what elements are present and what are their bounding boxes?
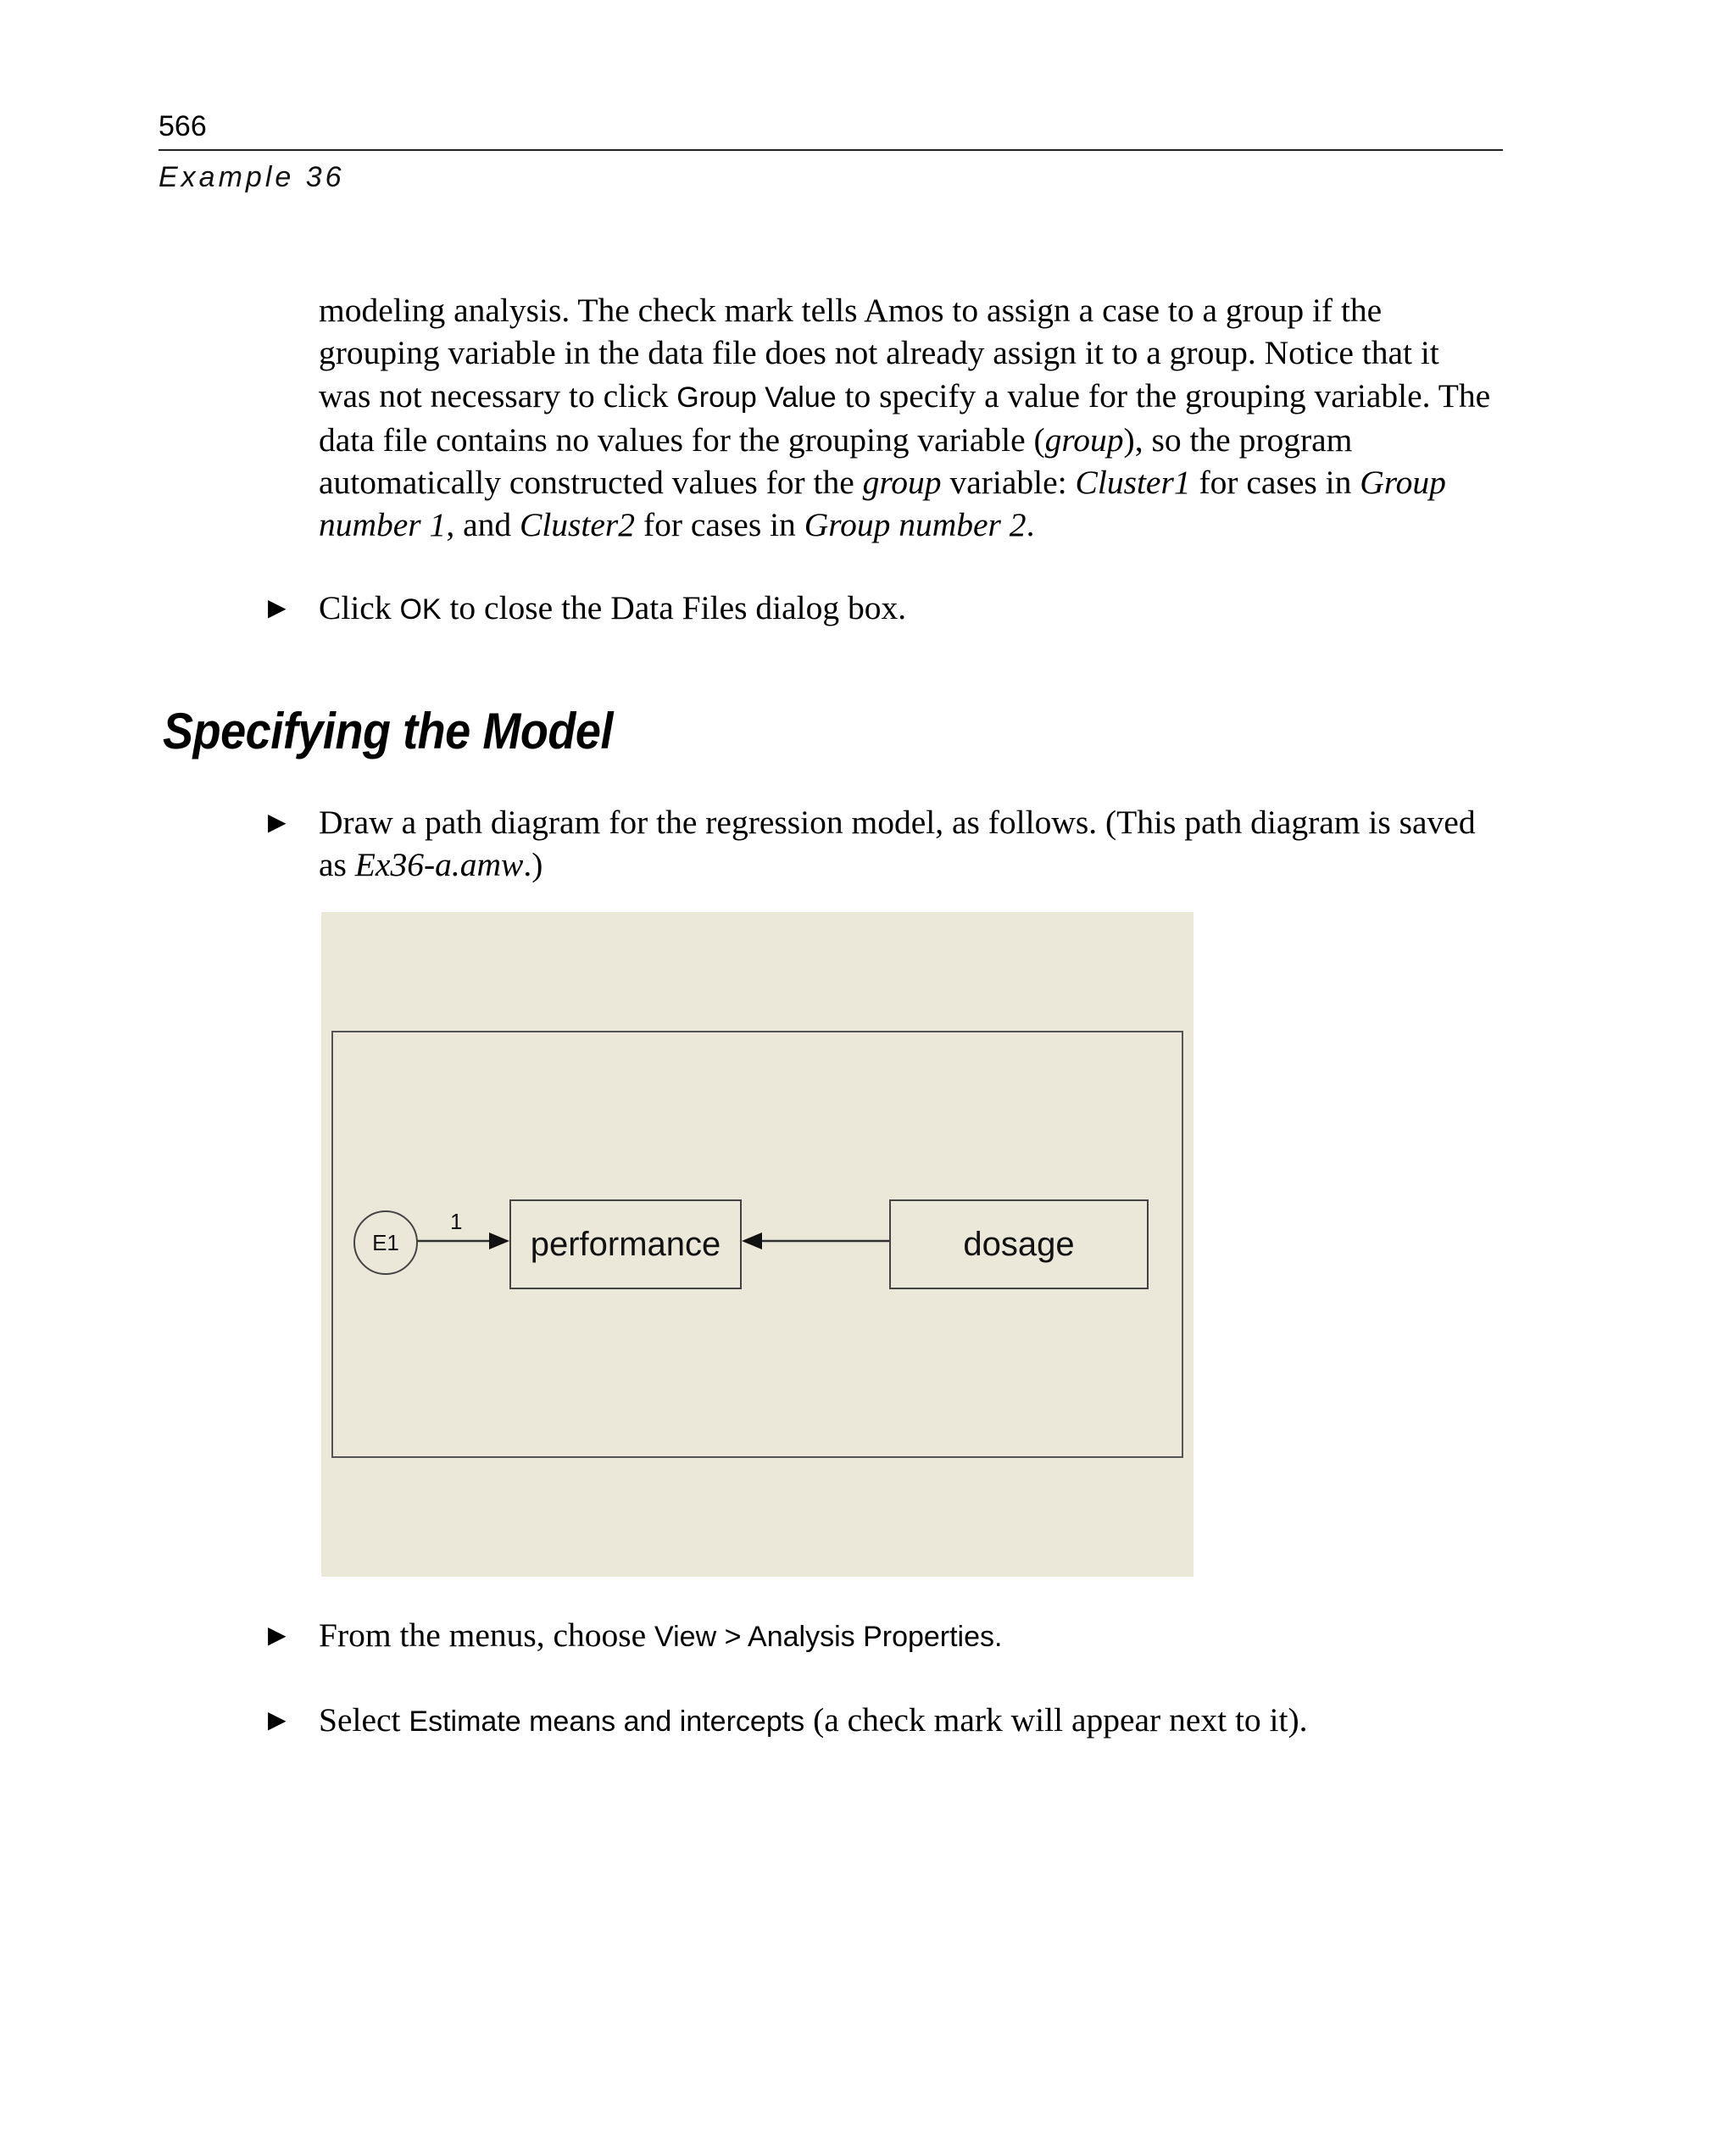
text-run: .) bbox=[523, 846, 543, 884]
step-text bbox=[319, 1699, 1505, 1743]
bullet-arrow-icon: ▶ bbox=[268, 593, 287, 621]
running-head: Example 36 bbox=[159, 161, 345, 193]
error-path-arrowhead-icon bbox=[489, 1232, 509, 1249]
text-run: Select bbox=[319, 1701, 409, 1739]
variable-name-group: group bbox=[1044, 420, 1124, 459]
path-weight-label: 1 bbox=[450, 1209, 463, 1234]
text-run: to close the Data Files dialog box. bbox=[441, 589, 907, 626]
ui-term-view: View bbox=[654, 1621, 717, 1653]
text-run: was not necessary to click bbox=[319, 376, 677, 415]
group-name-2: Group number 2 bbox=[804, 506, 1027, 544]
step-text bbox=[319, 1614, 1505, 1658]
observed-node-dosage: dosage bbox=[889, 1199, 1149, 1289]
text-run: for cases in bbox=[635, 506, 804, 544]
bullet-arrow-icon: ▶ bbox=[268, 1621, 287, 1649]
intro-line-5 bbox=[319, 461, 1505, 504]
ui-term-group-value: Group Value bbox=[676, 381, 837, 414]
text-run: ), so the program bbox=[1123, 420, 1353, 459]
intro-line-4 bbox=[319, 419, 1505, 461]
diagram-frame bbox=[331, 1031, 1183, 1458]
intro-paragraph bbox=[319, 289, 1505, 547]
section-heading: Specifying the Model bbox=[163, 703, 614, 759]
step-line-2 bbox=[319, 843, 1505, 886]
ui-term-analysis-properties: Analysis Properties. bbox=[748, 1621, 1003, 1653]
step-text bbox=[319, 587, 1505, 631]
value-cluster2: Cluster2 bbox=[519, 506, 636, 544]
header-rule bbox=[159, 149, 1503, 151]
path-diagram-panel bbox=[321, 912, 1194, 1577]
value-cluster1: Cluster1 bbox=[1075, 464, 1191, 502]
observed-node-performance: performance bbox=[509, 1199, 742, 1289]
bullet-arrow-icon: ▶ bbox=[268, 808, 287, 836]
text-run: variable: bbox=[941, 464, 1076, 502]
menu-separator: > bbox=[716, 1621, 748, 1653]
page-number: 566 bbox=[159, 110, 207, 142]
group-name-part: number 1 bbox=[319, 506, 447, 544]
text-run: (a check mark will appear next to it). bbox=[804, 1701, 1308, 1739]
file-name: Ex36-a.amw bbox=[354, 846, 524, 884]
text-run: , and bbox=[446, 506, 520, 544]
text-run: to specify a value for the grouping variable. The bbox=[836, 376, 1491, 415]
text-run: From the menus, choose bbox=[319, 1616, 655, 1654]
text-run: for cases in bbox=[1190, 464, 1360, 502]
ui-term-ok: OK bbox=[399, 593, 442, 626]
text-run: data file contains no values for the grouping variable ( bbox=[319, 420, 1045, 459]
text-run: Click bbox=[319, 589, 400, 626]
intro-line-6 bbox=[319, 504, 1505, 546]
regression-path-arrowhead-icon bbox=[742, 1232, 762, 1249]
text-run: automatically constructed values for the bbox=[319, 464, 863, 502]
intro-line-1: modeling analysis. The check mark tells Amos to assign a case to a group if the bbox=[319, 292, 1383, 329]
step-line-1: Draw a path diagram for the regression model, as follows. (This path diagram is saved bbox=[319, 804, 1476, 841]
bullet-arrow-icon: ▶ bbox=[268, 1705, 287, 1733]
intro-line-3 bbox=[319, 375, 1505, 419]
error-node-e1: E1 bbox=[353, 1210, 418, 1275]
variable-name-group: group bbox=[862, 464, 942, 502]
text-run: . bbox=[1026, 506, 1035, 544]
step-text bbox=[319, 801, 1505, 887]
intro-line-2: grouping variable in the data file does not already assign it to a group. Notice that it bbox=[319, 334, 1439, 372]
ui-term-estimate-means: Estimate means and intercepts bbox=[409, 1705, 805, 1738]
text-run: as bbox=[319, 846, 355, 884]
group-name-part: Group bbox=[1360, 464, 1446, 502]
